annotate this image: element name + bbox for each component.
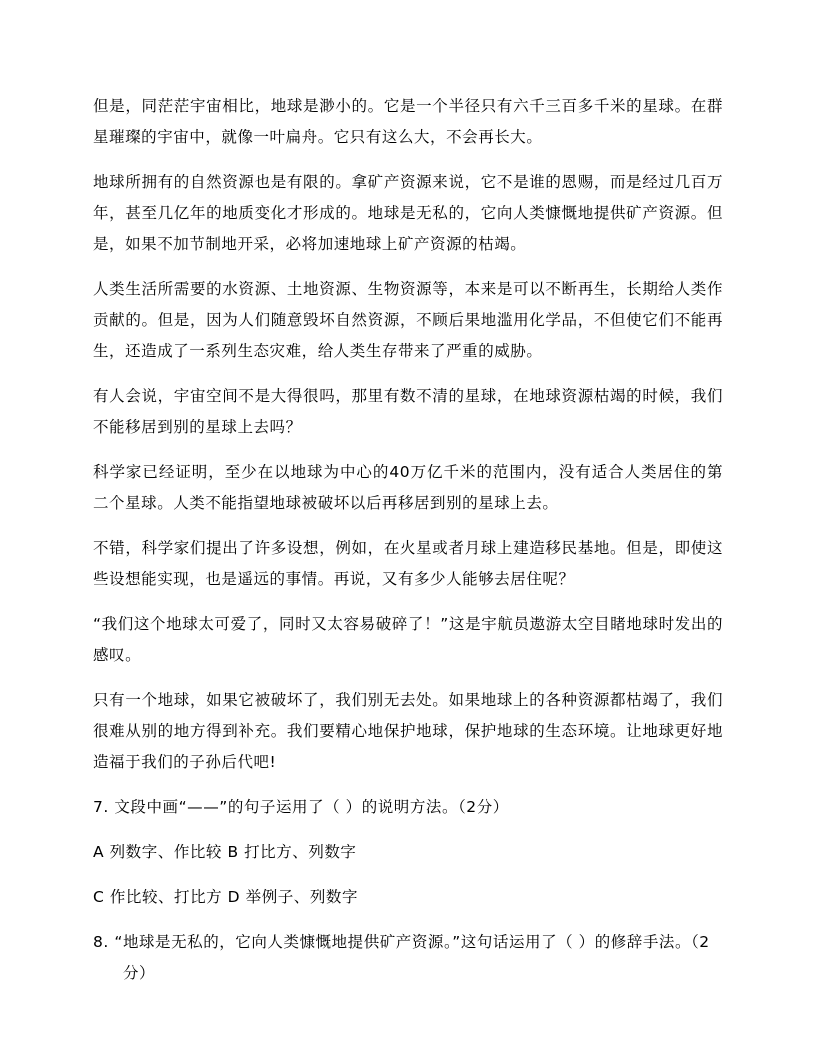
question-7-options-a-b: A 列数字、作比较 B 打比方、列数字 bbox=[93, 843, 357, 861]
paragraph-6: 不错，科学家们提出了许多设想，例如，在火星或者月球上建造移民基地。但是，即使这些设想能实现，也是遥远的事情。再说，又有多少人能够去居住呢？ bbox=[93, 539, 723, 588]
paragraph-8: 只有一个地球，如果它被破坏了，我们别无去处。如果地球上的各种资源都枯竭了，我们很难从别的地方得到补充。我们要精心地保护地球，保护地球的生态环境。让地球更好地造福于我们的子孙后代吧! bbox=[93, 691, 723, 771]
question-7-options-c-d: C 作比较、打比方 D 举例子、列数字 bbox=[93, 888, 358, 906]
paragraph-5: 科学家已经证明，至少在以地球为中心的40万亿千米的范围内，没有适合人类居住的第二个星球。人类不能指望地球被破坏以后再移居到别的星球上去。 bbox=[93, 463, 723, 512]
paragraph-1: 但是，同茫茫宇宙相比，地球是渺小的。它是一个半径只有六千三百多千米的星球。在群星璀璨的宇宙中，就像一叶扁舟。它只有这么大，不会再长大。 bbox=[93, 97, 723, 146]
paragraph-7: “我们这个地球太可爱了，同时又太容易破碎了！”这是宇航员遨游太空目睹地球时发出的感叹。 bbox=[93, 615, 723, 664]
question-8-stem: 8. “地球是无私的，它向人类慷慨地提供矿产资源。”这句话运用了（ ）的修辞手法。（2分） bbox=[93, 933, 710, 982]
question-7-stem: 7. 文段中画“——”的句子运用了（ ）的说明方法。（2分） bbox=[93, 798, 509, 816]
paragraph-2: 地球所拥有的自然资源也是有限的。拿矿产资源来说，它不是谁的恩赐，而是经过几百万年，甚至几亿年的地质变化才形成的。地球是无私的，它向人类慷慨地提供矿产资源。但是，如果不加节制地开采，必将加速地球上矿产资源的枯竭。 bbox=[93, 173, 723, 253]
document-page bbox=[93, 91, 723, 1003]
paragraph-3: 人类生活所需要的水资源、土地资源、生物资源等，本来是可以不断再生，长期给人类作贡献的。但是，因为人们随意毁坏自然资源，不顾后果地滥用化学品，不但使它们不能再生，还造成了一系列生态灾难，给人类生存带来了严重的威胁。 bbox=[93, 280, 723, 360]
paragraph-4: 有人会说，宇宙空间不是大得很吗，那里有数不清的星球，在地球资源枯竭的时候，我们不能移居到别的星球上去吗？ bbox=[93, 387, 723, 436]
